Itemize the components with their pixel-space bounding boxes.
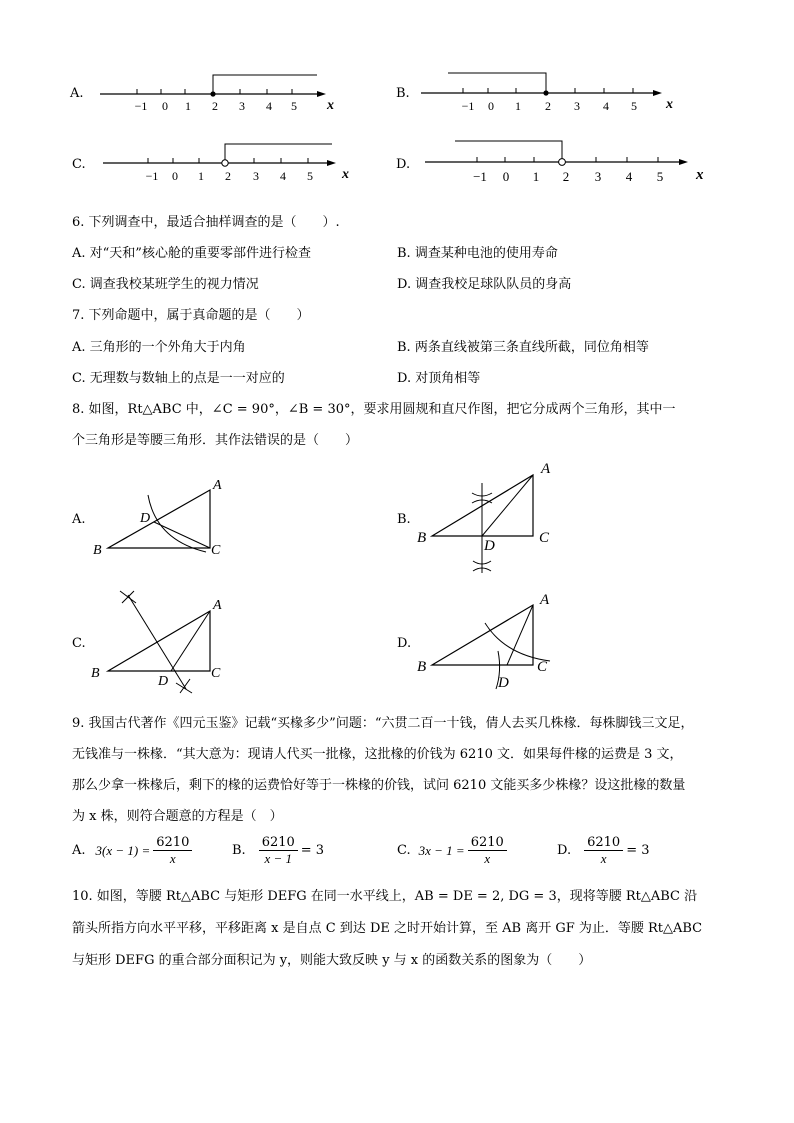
q8-figure-d [410, 585, 570, 695]
fraction [259, 835, 298, 866]
tick-label: 1 [198, 169, 204, 183]
tick-label: 3 [574, 99, 580, 113]
tick-label: 1 [515, 99, 521, 113]
option-label: A. [72, 842, 86, 858]
point-d: D [140, 511, 151, 526]
q8-option-b-label: B. [397, 512, 411, 527]
denominator: x [484, 851, 491, 866]
equation-right: = 3 [626, 842, 650, 858]
tick-label: 2 [562, 169, 570, 184]
equation-left: 3(x − 1) = [95, 842, 151, 858]
axis-label: x [342, 167, 349, 182]
point-b: B [93, 543, 102, 558]
q9-line-1: 9. 我国古代著作《四元玉鉴》记载“买椽多少”问题：“六贯二百一十钱，倩人去买几株椽．每株脚钱三文足， [72, 716, 694, 731]
point-b: B [91, 666, 100, 681]
point-b: B [417, 530, 427, 546]
q9-line-4: 为 x 株，则符合题意的方程是（ ） [72, 809, 283, 824]
q8-figure-b [410, 455, 570, 583]
option-d-label: D. [396, 157, 411, 172]
tick-label: 4 [266, 99, 272, 113]
q7-option-b: B. 两条直线被第三条直线所截，同位角相等 [397, 340, 649, 355]
option-a-label: A. [70, 86, 84, 101]
tick-label: 4 [603, 99, 609, 113]
q6-option-c: C. 调查我校某班学生的视力情况 [72, 277, 259, 292]
q8-line-2: 个三角形是等腰三角形．其作法错误的是（ ） [72, 433, 359, 448]
fraction [153, 835, 192, 866]
q9-option-d [557, 835, 649, 866]
point-c: C [537, 659, 548, 675]
fraction [468, 835, 507, 866]
q7-option-a: A. 三角形的一个外角大于内角 [72, 340, 246, 355]
numerator: 6210 [468, 835, 507, 851]
tick-label: 5 [291, 99, 297, 113]
axis-label: x [666, 97, 673, 112]
point-c: C [211, 666, 221, 681]
denominator: x [600, 851, 607, 866]
q8-line-1: 8. 如图，Rt△ABC 中，∠C = 90°，∠B = 30°，要求用圆规和直尺作图，把它分成两个三角形，其中一 [72, 402, 676, 417]
denominator: x − 1 [264, 851, 292, 866]
tick-label: 5 [656, 169, 664, 184]
point-c: C [539, 530, 550, 546]
tick-label: 1 [185, 99, 191, 113]
number-line-b [418, 65, 688, 115]
point-d: D [158, 674, 169, 689]
tick-label: 0 [488, 99, 494, 113]
tick-label: −1 [473, 169, 487, 184]
tick-label: 4 [280, 169, 286, 183]
numerator: 6210 [153, 835, 192, 851]
tick-label: 1 [532, 169, 540, 184]
point-c: C [211, 543, 221, 558]
q7-option-c: C. 无理数与数轴上的点是一一对应的 [72, 371, 285, 386]
tick-label: 2 [545, 99, 551, 113]
point-a: A [213, 478, 222, 493]
tick-label: 3 [594, 169, 602, 184]
tick-label: 5 [631, 99, 637, 113]
option-label: B. [232, 842, 246, 858]
tick-label: −1 [461, 99, 475, 113]
tick-label: 3 [253, 169, 259, 183]
q9-line-2: 无钱准与一株椽．“其大意为：现请人代买一批椽，这批椽的价钱为 6210 文．如果每件椽的运费是 3 文， [72, 747, 683, 762]
option-b-label: B. [396, 86, 410, 101]
q8-option-c-label: C. [72, 636, 86, 651]
point-a: A [541, 461, 551, 477]
option-label: C. [397, 842, 411, 858]
option-label: D. [557, 842, 572, 858]
tick-label: 4 [625, 169, 633, 184]
tick-label: 2 [212, 99, 218, 113]
q6-stem: 6. 下列调查中，最适合抽样调查的是（ ）. [72, 215, 340, 230]
number-line-a [95, 68, 345, 118]
numerator: 6210 [259, 835, 298, 851]
q6-option-d: D. 调查我校足球队队员的身高 [397, 277, 572, 292]
tick-label: −1 [145, 169, 159, 183]
q6-option-a: A. 对“天和”核心舱的重要零部件进行检查 [72, 246, 311, 261]
q10-line-3: 与矩形 DEFG 的重合部分面积记为 y，则能大致反映 y 与 x 的函数关系的图象为（ ） [72, 953, 592, 968]
q9-option-b [232, 835, 324, 866]
q10-line-1: 10. 如图，等腰 Rt△ABC 与矩形 DEFG 在同一水平线上，AB = DE = 2, DG = 3，现将等腰 Rt△ABC 沿 [72, 889, 698, 904]
numerator: 6210 [584, 835, 623, 851]
q7-option-d: D. 对顶角相等 [397, 371, 481, 386]
axis-label: x [327, 98, 334, 113]
number-line-d [420, 133, 715, 188]
point-d: D [484, 538, 495, 554]
q7-stem: 7. 下列命题中，属于真命题的是（ ） [72, 308, 310, 323]
fraction [584, 835, 623, 866]
q10-line-2: 箭头所指方向水平平移，平移距离 x 是自点 C 到达 DE 之时开始计算，至 AB 离开 GF 为止．等腰 Rt△ABC [72, 921, 703, 936]
axis-label: x [696, 167, 704, 183]
q9-line-3: 那么少拿一株椽后，剩下的椽的运费恰好等于一株椽的价钱，试问 6210 文能买多少株椽？设这批椽的数量 [72, 778, 686, 793]
tick-label: 2 [225, 169, 231, 183]
tick-label: 0 [172, 169, 178, 183]
number-line-c [98, 138, 363, 188]
denominator: x [169, 851, 176, 866]
tick-label: 0 [502, 169, 510, 184]
q8-figure-a [88, 470, 238, 565]
point-b: B [417, 659, 427, 675]
tick-label: 3 [239, 99, 245, 113]
tick-label: −1 [134, 99, 148, 113]
equation-left: 3x − 1 = [418, 842, 465, 858]
point-a: A [540, 592, 550, 608]
point-a: A [213, 598, 222, 613]
q9-option-c [397, 835, 507, 866]
q9-option-a [72, 835, 192, 866]
equation-right: = 3 [300, 842, 325, 858]
point-d: D [498, 675, 509, 691]
option-c-label: C. [72, 157, 86, 172]
q8-option-a-label: A. [72, 512, 86, 527]
q8-figure-c [88, 585, 238, 700]
q8-option-d-label: D. [397, 636, 412, 651]
q6-option-b: B. 调查某种电池的使用寿命 [397, 246, 558, 261]
tick-label: 5 [307, 169, 313, 183]
tick-label: 0 [162, 99, 168, 113]
